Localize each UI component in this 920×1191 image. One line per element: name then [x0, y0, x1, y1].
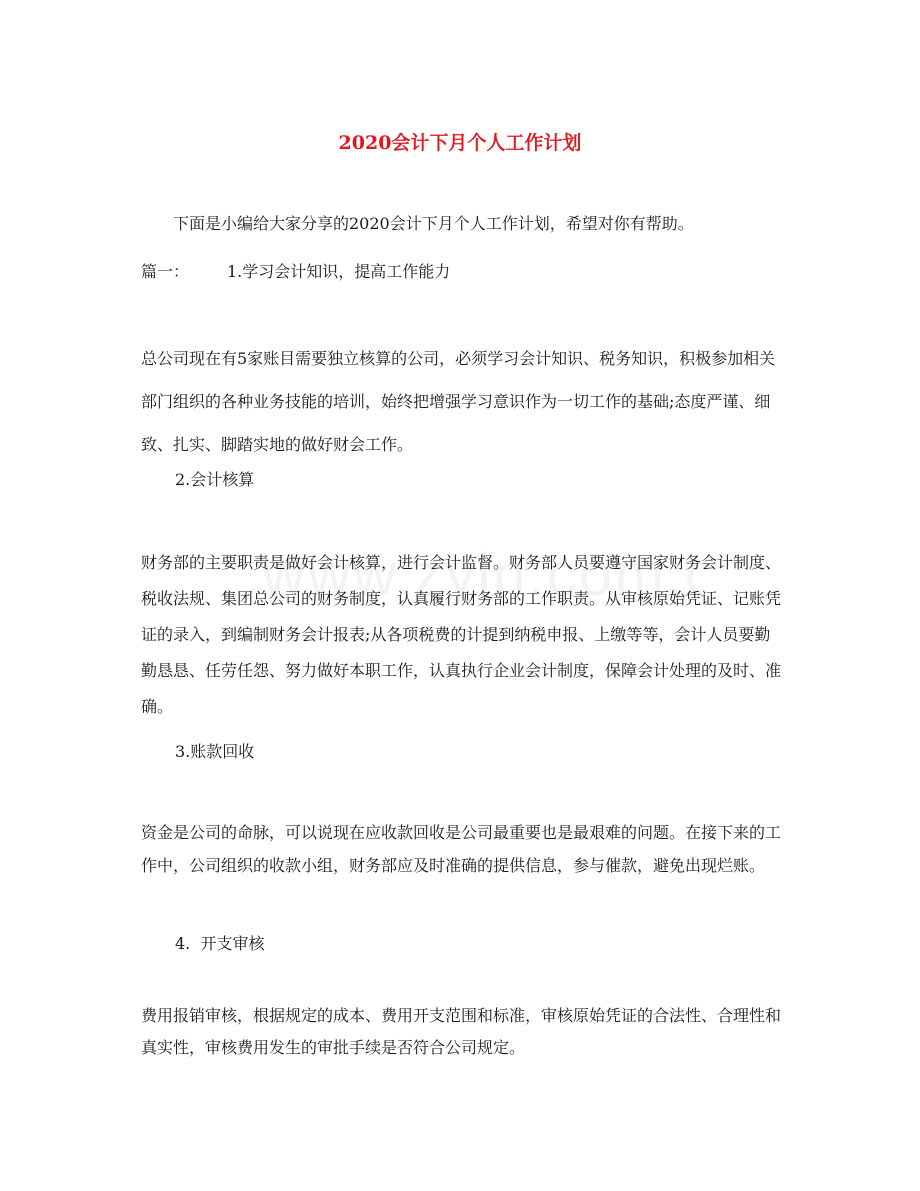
section-1-heading-line — [141, 256, 781, 288]
section-heading: 1.学习会计知识，提高工作能力 — [227, 262, 451, 281]
intro-paragraph: 下面是小编给大家分享的2020会计下月个人工作计划，希望对你有帮助。 — [173, 214, 694, 233]
section-body: 费用报销审核，根据规定的成本、费用开支范围和标准，审核原始凭证的合法性、合理性和真实性，审核费用发生的审批手续是否符合公司规定。 — [141, 1006, 782, 1057]
section-body: 资金是公司的命脉，可以说现在应收款回收是公司最重要也是最艰难的问题。在接下来的工作中，公司组织的收款小组，财务部应及时准确的提供信息，参与催款，避免出现烂账。 — [141, 823, 782, 875]
pian-label: 篇一： — [141, 262, 190, 281]
section-heading: 4. 开支审核 — [175, 934, 265, 953]
document-title: 2020会计下月个人工作计划 — [338, 132, 582, 154]
section-body: 财务部的主要职责是做好会计核算，进行会计监督。财务部人员要遵守国家财务会计制度、税收法规、集团总公司的财务制度，认真履行财务部的工作职责。从审核原始凭证、记账凭证的录入，到编制财务会计报表;从各项税费的计提到纳税申报、上缴等等，会计人员要勤勤恳恳、任劳任怨、努力做好本职工作，认真执行企业会计制度，保障会计处理的及时、准确。 — [141, 553, 782, 716]
section-heading: 2.会计核算 — [175, 470, 255, 489]
section-body: 总公司现在有5家账目需要独立核算的公司，必须学习会计知识、税务知识，积极参加相关部门组织的各种业务技能的培训，始终把增强学习意识作为一切工作的基础;态度严谨、细致、扎实、脚踏实地的做好财会工作。 — [141, 349, 776, 454]
section-heading: 3.账款回收 — [175, 742, 255, 761]
